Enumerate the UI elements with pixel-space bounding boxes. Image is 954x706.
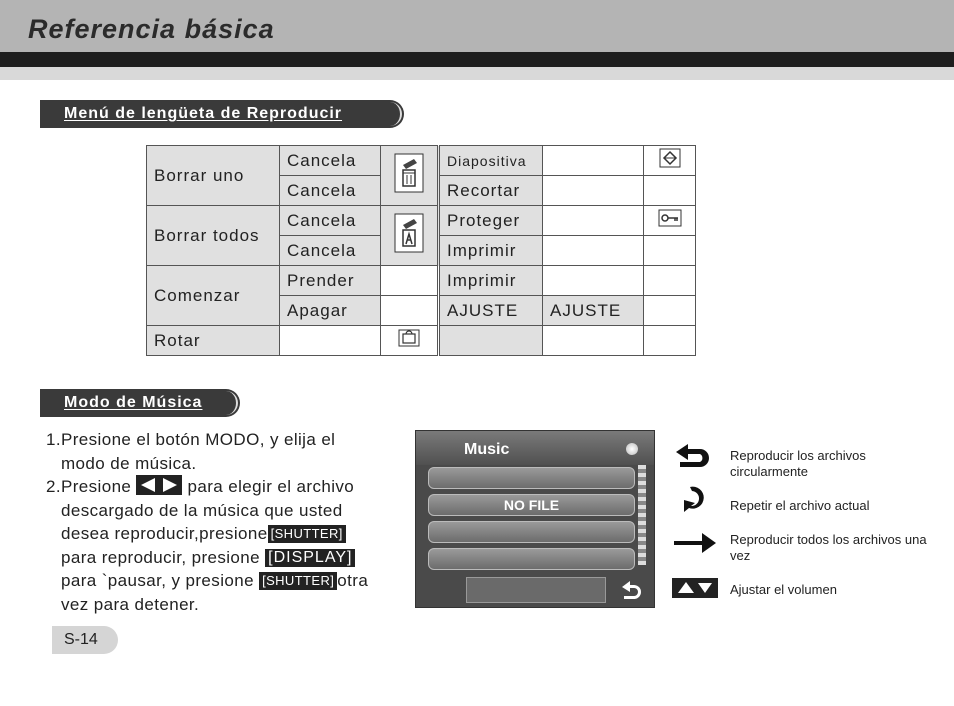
menu-cell-recortar: Recortar <box>439 176 543 206</box>
menu-cell-icon-trash <box>381 146 439 206</box>
screen-title: Music <box>464 441 510 458</box>
menu-cell-cancela: Cancela <box>280 236 381 266</box>
section-title-playback-menu <box>40 100 404 128</box>
instruction-text: desea reproducir,presione <box>61 524 268 543</box>
page-title: Referencia básica <box>28 14 275 44</box>
menu-cell-empty <box>543 146 644 176</box>
menu-cell-empty <box>644 266 696 296</box>
header-rule <box>0 52 954 67</box>
menu-cell-empty <box>644 236 696 266</box>
return-arrow-icon <box>672 443 716 469</box>
screen-header <box>416 431 654 465</box>
menu-cell-icon-key <box>644 206 696 236</box>
trash-icon <box>394 153 424 193</box>
menu-cell-icon-trash-all <box>381 206 439 266</box>
menu-cell-comenzar: Comenzar <box>147 266 280 326</box>
right-arrow-icon <box>672 530 718 556</box>
section-title-text: Menú de lengüeta de Reproducir <box>64 105 343 122</box>
playback-menu-table <box>146 145 696 356</box>
menu-cell-empty <box>439 326 543 356</box>
menu-cell-empty <box>644 326 696 356</box>
volume-up-down-icon <box>672 578 718 598</box>
legend-text: Reproducir los archivos circularmente <box>730 448 866 479</box>
no-file-label: NO FILE <box>503 497 560 513</box>
menu-cell-empty <box>543 326 644 356</box>
header-rule-light <box>0 67 954 80</box>
menu-cell-ajuste: AJUSTE <box>543 296 644 326</box>
menu-cell-empty <box>644 296 696 326</box>
shutter-key-label: [SHUTTER] <box>259 572 337 590</box>
menu-cell-ajuste: AJUSTE <box>439 296 543 326</box>
scroll-indicator <box>638 465 646 565</box>
left-right-arrows-icon <box>136 475 182 495</box>
menu-cell-empty <box>543 236 644 266</box>
file-list-slot <box>428 467 635 489</box>
instruction-line <box>46 546 426 570</box>
shutter-key-label: [SHUTTER] <box>268 525 346 543</box>
menu-cell-icon-slideshow <box>644 146 696 176</box>
repeat-arrow-icon <box>680 481 714 515</box>
instruction-line: descargado de la música que usted <box>61 500 343 520</box>
instruction-line: vez para detener. <box>61 594 200 614</box>
menu-cell-borrar-todos: Borrar todos <box>147 206 280 266</box>
menu-cell-empty <box>280 326 381 356</box>
key-icon <box>658 209 682 227</box>
section-title-text: Modo de Música <box>64 394 203 411</box>
instruction-line <box>46 475 426 499</box>
menu-cell-icon-rotate <box>381 326 439 356</box>
legend-text: Ajustar el volumen <box>730 582 837 597</box>
screen-footer-bar <box>466 577 606 603</box>
instruction-text: 2.Presione <box>46 477 132 496</box>
menu-cell-empty <box>381 296 439 326</box>
menu-cell-empty <box>543 206 644 236</box>
music-instructions <box>46 428 426 616</box>
menu-cell-cancela: Cancela <box>280 176 381 206</box>
instruction-line: modo de música. <box>61 453 197 473</box>
menu-cell-diapositiva: Diapositiva <box>439 146 543 176</box>
menu-cell-imprimir: Imprimir <box>439 236 543 266</box>
file-list-slot <box>428 521 635 543</box>
rotate-icon <box>398 329 420 347</box>
file-list-slot <box>428 494 635 516</box>
indicator-dot-icon <box>626 443 638 455</box>
menu-cell-empty <box>644 176 696 206</box>
legend-text: Reproducir todos los archivos una vez <box>730 532 927 563</box>
menu-cell-apagar: Apagar <box>280 296 381 326</box>
menu-cell-empty <box>543 176 644 206</box>
instruction-line: 1.Presione el botón MODO, y elija el <box>46 430 336 449</box>
menu-cell-empty <box>381 266 439 296</box>
slideshow-icon <box>659 148 681 168</box>
instruction-line <box>46 569 426 593</box>
menu-cell-borrar-uno: Borrar uno <box>147 146 280 206</box>
instruction-line <box>46 522 426 546</box>
file-list-slot <box>428 548 635 570</box>
instruction-text: para `pausar, y presione <box>61 571 254 590</box>
menu-cell-cancela: Cancela <box>280 206 381 236</box>
menu-cell-cancela: Cancela <box>280 146 381 176</box>
menu-cell-empty <box>543 266 644 296</box>
instruction-text: para reproducir, presione <box>61 547 261 567</box>
return-arrow-icon <box>618 579 644 603</box>
trash-all-icon <box>394 213 424 253</box>
section-title-music-mode <box>40 389 240 417</box>
menu-cell-proteger: Proteger <box>439 206 543 236</box>
menu-cell-prender: Prender <box>280 266 381 296</box>
page-number: S-14 <box>52 626 118 654</box>
music-screen-illustration <box>415 430 655 608</box>
display-key-label: [DISPLAY] <box>265 549 355 567</box>
menu-cell-imprimir: Imprimir <box>439 266 543 296</box>
menu-cell-rotar: Rotar <box>147 326 280 356</box>
instruction-text: para elegir el archivo <box>187 477 355 496</box>
instruction-text: otra <box>337 571 369 590</box>
legend-text: Repetir el archivo actual <box>730 498 870 513</box>
